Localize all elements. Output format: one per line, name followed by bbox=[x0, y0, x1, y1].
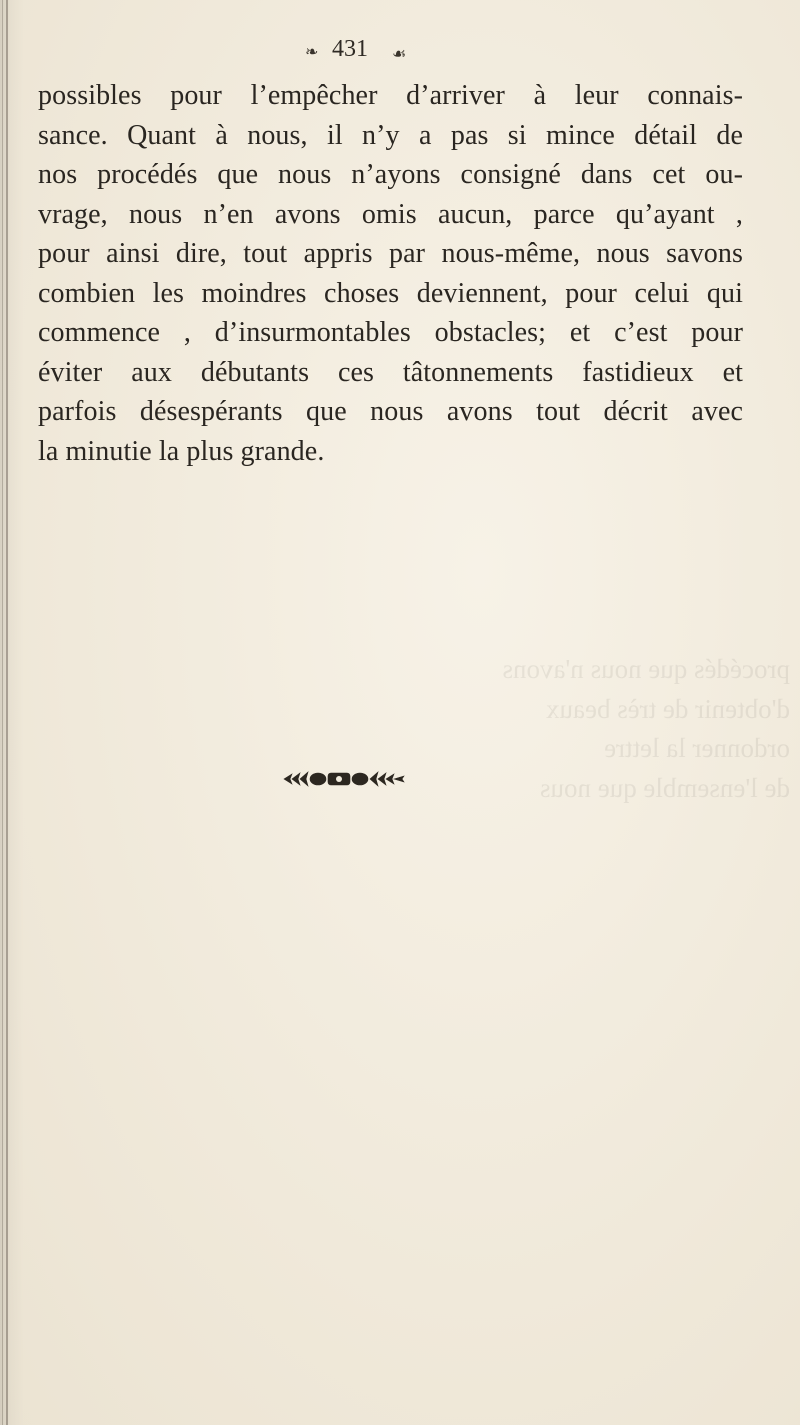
text-line: combien les moindres choses deviennent, pour celui qui bbox=[38, 277, 743, 309]
text-line: parfois désespérants que nous avons tout décrit avec bbox=[38, 396, 743, 427]
text-line: possibles pour l’empêcher d’arriver à leur connais- bbox=[38, 80, 743, 111]
page-header bbox=[0, 36, 800, 66]
show-through-bleed: procédés que nous n'avons d'obtenir de très beaux ordonner la lettre de l'ensemble que nous bbox=[502, 654, 790, 803]
header-ornament-left-icon: ❧ bbox=[305, 44, 319, 61]
text-line: pour ainsi dire, tout appris par nous-même, nous savons bbox=[38, 238, 743, 269]
page-gutter-edge bbox=[6, 0, 8, 1425]
text-line: éviter aux débutants ces tâtonnements fastidieux et bbox=[38, 356, 743, 388]
text-line: nos procédés que nous n’ayons consigné dans cet ou- bbox=[38, 159, 743, 190]
text-line: vrage, nous n’en avons omis aucun, parce qu’ayant , bbox=[38, 198, 743, 230]
page-number: 431 bbox=[332, 36, 368, 62]
header-ornament-right-icon: ☙ bbox=[392, 46, 407, 63]
page-gutter-edge-inner bbox=[2, 0, 3, 1425]
text-line: commence , d’insurmontables obstacles; et c’est pour bbox=[38, 317, 743, 348]
text-line: sance. Quant à nous, il n’y a pas si mince détail de bbox=[38, 119, 743, 151]
tailpiece-ornament-icon bbox=[282, 768, 412, 790]
text-line: la minutie la plus grande. bbox=[38, 435, 325, 467]
body-paragraph bbox=[38, 76, 743, 471]
